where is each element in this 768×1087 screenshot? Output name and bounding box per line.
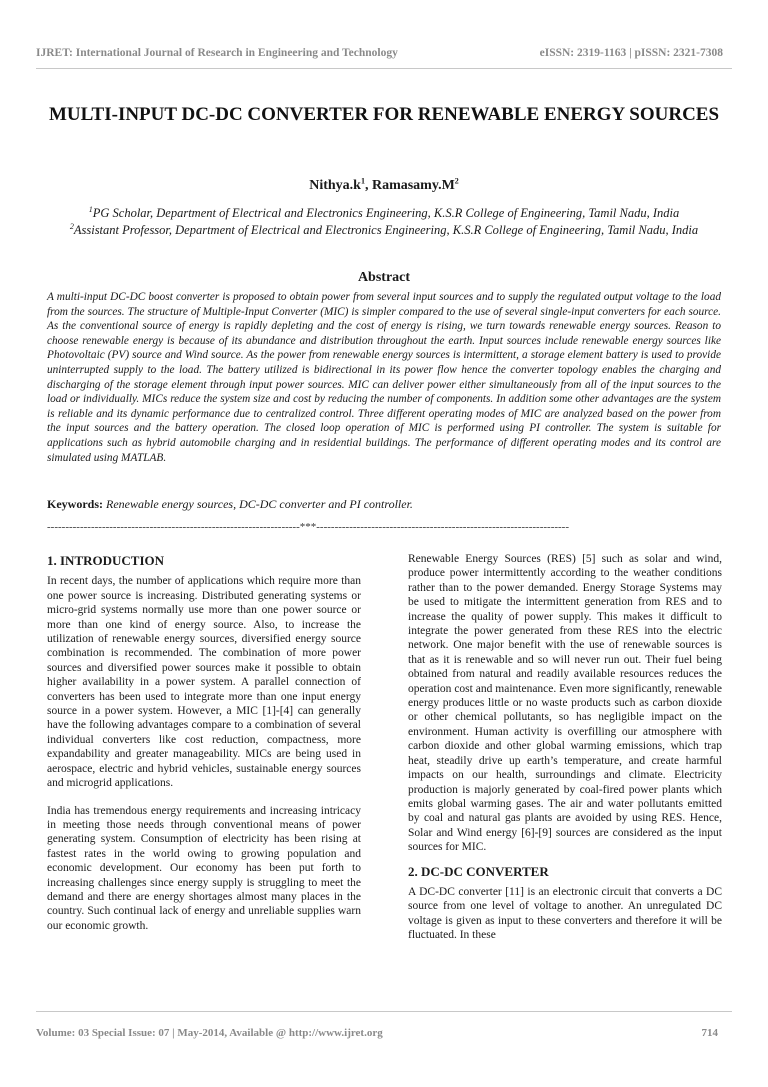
- footer-divider: [36, 1011, 732, 1012]
- section-2-heading: 2. DC-DC CONVERTER: [408, 863, 549, 879]
- author-1: Nithya.k: [309, 178, 361, 193]
- section-separator: ---------------------------------------------------------------------***---------------------------------------------------------------------: [47, 521, 570, 533]
- affiliation-1: $^1$PG Scholar, Department of Electrical and Electronics Engineering, K.S.R College of Engineering, Tamil Nadu, India: [88, 204, 680, 220]
- author-1-sup: 1: [360, 176, 365, 186]
- affiliation-2: $^2$Assistant Professor, Department of Electrical and Electronics Engineering, K.S.R College of Engineering, Tamil Nadu, India: [69, 221, 699, 237]
- right-column: [408, 552, 722, 943]
- author-2: Ramasamy.M: [371, 178, 455, 193]
- affiliations: [42, 205, 726, 239]
- abstract-text: A multi-input DC-DC boost converter is proposed to obtain power from several input sources and to supply the regulated output voltage to the load from the sources. The structure of Multiple-Input Converter (MIC) is simpler compared to the use of several single-input converters for each source. As the conventional source of energy is rapidly depleting and the cost of energy is rising, we turn towards renewable energy sources. Reason to choose renewable energy is because of its abundance and distribution throughout the earth. Input sources include renewable energy sources like Photovoltaic (PV) source and Wind source. As the power from renewable energy sources is intermittent, a storage element battery is used to provide uninterrupted supply to the load. The battery utilized is bidirectional in its power flow hence the converter topology enables the charging and discharging of the storage element through input power sources. MIC can deliver power either simultaneously from all of the input sources to the load or individually. MICs reduce the system size and cost by reducing the number of components. In addition some other advantages are the system is reliable and its dynamic performance due to centralized control. Three different operating modes of MIC are analyzed based on the power from the input sources and the battery operation. The closed loop operation of MIC is performed using PI controller. The system is suitable for applications such as hybrid automobile charging and in residential buildings. The performance of different operating modes and its control are simulated using MATLAB.: [47, 291, 721, 464]
- paper-title: MULTI-INPUT DC-DC CONVERTER FOR RENEWABLE ENERGY SOURCES: [48, 104, 720, 125]
- page-number: 714: [701, 1027, 718, 1039]
- section-1-heading: 1. INTRODUCTION: [47, 553, 165, 568]
- author-separator: ,: [364, 178, 372, 193]
- keywords: [47, 497, 721, 512]
- left-column: [47, 552, 361, 933]
- abstract-heading: Abstract: [357, 270, 411, 285]
- author-line: [0, 178, 768, 194]
- footer-volume: Volume: 03 Special Issue: 07 | May-2014, Available @ http://www.ijret.org: [36, 1027, 383, 1039]
- intro-paragraph-1: In recent days, the number of applications which require more than one power source is increasing. Distributed generating systems or micro-grid systems normally use more than one power source or more than one kind of energy source. Also, to increase the utilization of renewable energy sources, diversified energy source combination is recommended. The combination of more power sources and diversified power sources make it possible to obtain higher availability in a power system. A parallel connection of converters has been used to integrate more than one input energy source in a power system. However, a MIC [1]-[4] can generally have the following advantages compare to a combination of several individual converters like cost reduction, compactness, more expandability and greater manageability. MICs are being used in aerospace, electric and hybrid vehicles, sustainable energy sources and microgrid applications.: [47, 575, 361, 790]
- section-2-paragraph-1: A DC-DC converter [11] is an electronic circuit that converts a DC source from one level of voltage to another. An unregulated DC voltage is given as input to these converters and therefore it will be fluctuated. In these: [408, 885, 722, 942]
- keywords-text: Renewable energy sources, DC-DC converter and PI controller.: [106, 497, 413, 511]
- issn-header: eISSN: 2319-1163 | pISSN: 2321-7308: [539, 47, 723, 59]
- intro-paragraph-3: Renewable Energy Sources (RES) [5] such as solar and wind, produce power intermittently according to the weather conditions rather than to the power demanded. Energy Storage Systems may be used to mitigate the intermittent generation from RES and to increase the quality of power supply. This makes it difficult to integrate the power generated from these RES into the electric network. One major benefit with the use of renewable sources is that as it is renewable and so will never run out. Their fuel being obtained from natural and readily available resources reduces the operation cost and maintenance. Even more significantly, renewable energy produces little or no waste products such as carbon dioxide or other chemical pollutants, so has negligible impact on the environment. Human activity is overfilling our atmosphere with carbon dioxide and other global warming emissions, which trap heat, steadily drive up earth’s temperature, and create harmful impacts on our health, surroundings and climate. Electricity production is majorly generated by coal-fired power plants which emits global warming gases. The air and water pollutants emitted by coal and natural gas plants are avoided by using RES. Hence, Solar and Wind energy [6]-[9] sources are considered as the input sources for MIC.: [408, 553, 722, 854]
- header-divider: [36, 68, 732, 69]
- author-2-sup: 2: [454, 176, 459, 186]
- keywords-label: Keywords:: [47, 497, 103, 511]
- journal-header: IJRET: International Journal of Research in Engineering and Technology: [36, 47, 398, 59]
- intro-paragraph-2: India has tremendous energy requirements and increasing intricacy in meeting those needs through conventional means of power generating system. Consumption of electricity has been rising at fastest rates in the world owing to growing population and economic development. Our economy has been put forth to increasing challenges since energy supply is struggling to meet the demand and there are energy shortages almost many places in the country. Such continual lack of energy and unreliable supplies warn our economic growth.: [47, 804, 361, 932]
